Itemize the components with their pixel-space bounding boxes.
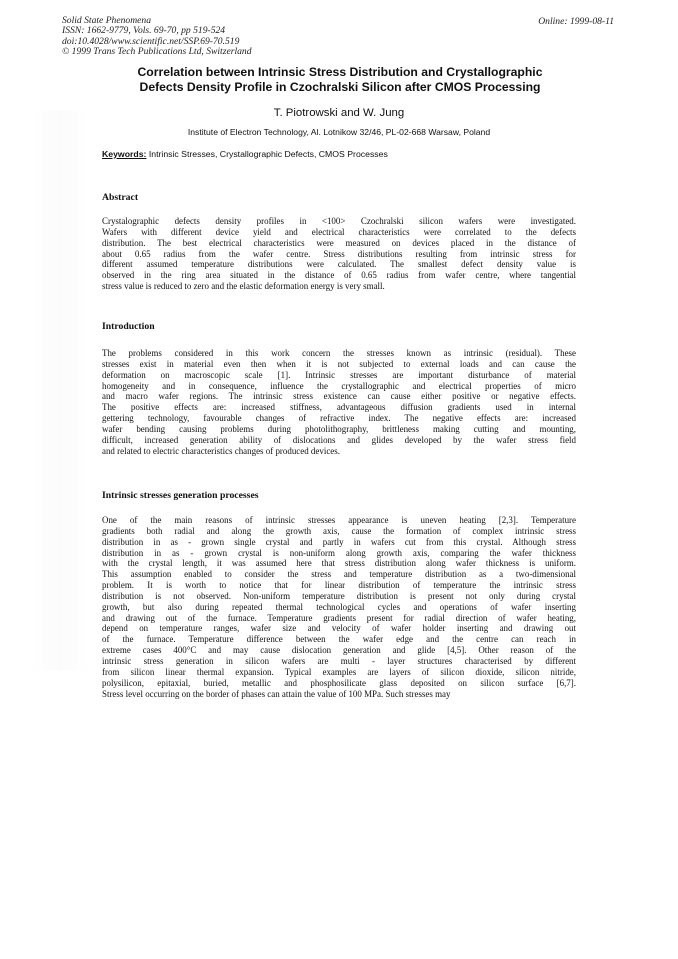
text-line: polysilicon, epitaxial, buried, metallic and phosphosilicate glass deposited on silicon surface [6,7]. bbox=[102, 677, 576, 688]
text-line: and drawing out of the furnace. Temperature gradients present for radial direction of wafer heating, bbox=[102, 612, 576, 623]
introduction-body bbox=[102, 348, 576, 456]
title-line-1: Correlation between Intrinsic Stress Distribution and Crystallographic bbox=[137, 65, 543, 79]
text-line: gettering technology, favourable changes of refractive index. The negative effects are: increased bbox=[102, 413, 576, 424]
text-line: growth, but also during repeated thermal technological cycles and operations of wafer inserting bbox=[102, 601, 576, 612]
text-line: Wafers with different device yield and electrical characteristics were correlated to the defects bbox=[102, 226, 576, 237]
generation-heading: Intrinsic stresses generation processes bbox=[102, 490, 259, 501]
text-line: The problems considered in this work concern the stresses known as intrinsic (residual). These bbox=[102, 348, 576, 358]
text-line: and macro wafer regions. The intrinsic stress existence can cause either positive or negative effects. bbox=[102, 391, 576, 402]
text-line: distribution in as - grown crystal is non-uniform along growth axis, comparing the wafer thickness bbox=[102, 547, 576, 558]
text-line: stresses exist in material even then when it is not subjected to external loads and can cause the bbox=[102, 358, 576, 369]
text-line: extreme cases 400°C and may cause dislocation generation and glide [4,5]. Other reason of the bbox=[102, 645, 576, 656]
keywords bbox=[102, 149, 388, 159]
text-line: about 0.65 radius from the wafer centre. Stress distributions resulting from intrinsic stress for bbox=[102, 248, 576, 259]
text-line: Stress level occurring on the border of phases can attain the value of 100 MPa. Such stresses may bbox=[102, 688, 451, 699]
text-line: problem. It is worth to notice that for linear distribution of temperature the intrinsic stress bbox=[102, 580, 576, 591]
text-line: depend on temperature ranges, wafer size and velocity of wafer holder inserting and drawing out bbox=[102, 623, 576, 634]
text-line: of the furnace. Temperature difference between the wafer edge and the centre can reach in bbox=[102, 634, 576, 645]
keywords-text: Intrinsic Stresses, Crystallographic Defects, CMOS Processes bbox=[146, 149, 388, 159]
copyright-line: © 1999 Trans Tech Publications Ltd, Switzerland bbox=[62, 46, 252, 58]
text-line: deformation on macroscopic scale [1]. Intrinsic stresses are important disturbance of material bbox=[102, 369, 576, 380]
text-line: and related to electric characteristics changes of produced devices. bbox=[102, 445, 340, 456]
text-line: The positive effects are: increased stiffness, advantageous diffusion gradients used in internal bbox=[102, 402, 576, 413]
generation-body bbox=[102, 515, 576, 699]
text-line: One of the main reasons of intrinsic stresses appearance is uneven heating [2,3]. Temperature bbox=[102, 515, 576, 525]
scan-shading bbox=[30, 110, 90, 670]
introduction-heading: Introduction bbox=[102, 321, 155, 332]
text-line: difficult, increased generation ability of dislocations and glides developed by the wafer stress field bbox=[102, 434, 576, 445]
online-date: Online: 1999-08-11 bbox=[538, 16, 614, 27]
issn-line: ISSN: 1662-9779, Vols. 69-70, pp 519-524 bbox=[62, 25, 226, 37]
abstract-heading: Abstract bbox=[102, 192, 139, 203]
text-line: stress value is reduced to zero and the elastic deformation energy is very small. bbox=[102, 281, 385, 292]
doi-line: doi:10.4028/www.scientific.net/SSP.69-70.519 bbox=[62, 35, 240, 47]
abstract-body bbox=[102, 216, 576, 292]
text-line: homogeneity and in consequence, influence the crystallographic and electrical properties of micro bbox=[102, 380, 576, 391]
keywords-label: Keywords: bbox=[102, 149, 147, 159]
paper-title bbox=[90, 65, 590, 94]
text-line: This assumption enabled to consider the stress and temperature distribution as a two-dimensional bbox=[102, 569, 576, 580]
text-line: observed in the ring area situated in the distance of 0.65 radius from wafer centre, where tangential bbox=[102, 270, 576, 281]
text-line: intrinsic stress generation in silicon wafers are multi - layer structures characterised by different bbox=[102, 655, 576, 666]
authors: T. Piotrowski and W. Jung bbox=[273, 107, 405, 119]
text-line: gradients both radial and along the growth axis, cause the formation of complex intrinsic stress bbox=[102, 525, 576, 536]
text-line: distribution. The best electrical characteristics were measured on devices placed in the distance of bbox=[102, 237, 576, 248]
title-line-2: Defects Density Profile in Czochralski Silicon after CMOS Processing bbox=[139, 79, 541, 94]
text-line: with the crystal length, it was assumed here that stress distribution along wafer thickness is uniform. bbox=[102, 558, 576, 569]
affiliation: Institute of Electron Technology, Al. Lotnikow 32/46, PL-02-668 Warsaw, Poland bbox=[187, 127, 491, 137]
text-line: distribution is not observed. Non-uniform temperature distribution is present not only during crystal bbox=[102, 590, 576, 601]
text-line: Crystalographic defects density profiles in <100> Czochralski silicon wafers were investigated. bbox=[102, 216, 576, 226]
text-line: from silicon linear thermal expansion. Typical examples are layers of silicon dioxide, silicon nitride, bbox=[102, 666, 576, 677]
journal-metadata bbox=[62, 16, 252, 58]
text-line: distribution in as - grown single crystal and partly in wafers cut from this crystal. Although stress bbox=[102, 536, 576, 547]
journal-name: Solid State Phenomena bbox=[62, 15, 151, 26]
text-line: wafer bending causing problems during photolithography, brittleness making cutting and mounting, bbox=[102, 423, 576, 434]
text-line: different assumed temperature distributions were calculated. The smallest defect density value is bbox=[102, 259, 576, 270]
